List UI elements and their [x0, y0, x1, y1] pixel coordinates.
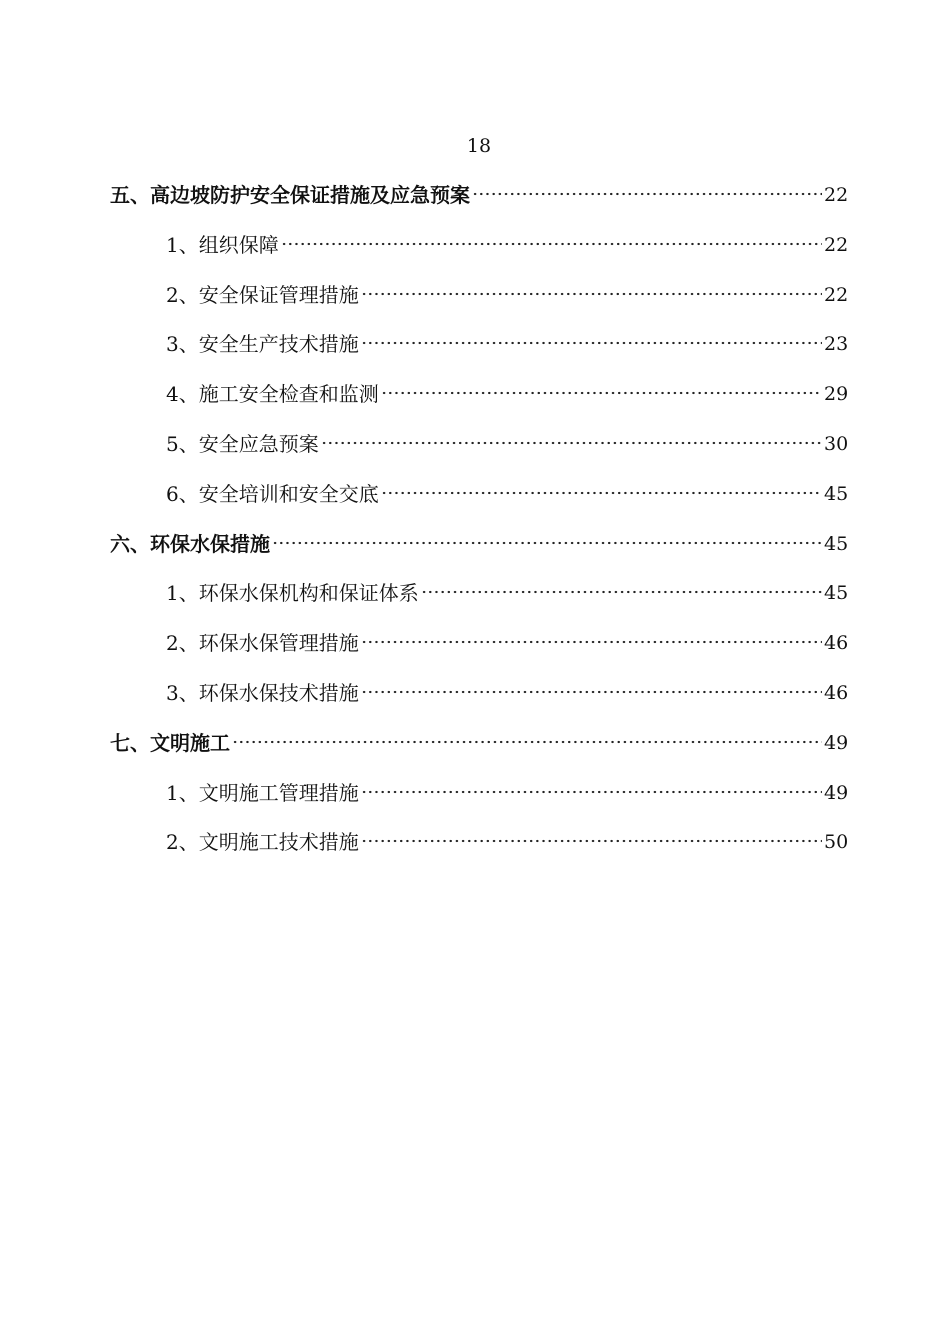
- toc-entry-title: 五、高边坡防护安全保证措施及应急预案: [110, 183, 470, 207]
- toc-entry-title: 2、环保水保管理措施: [166, 631, 359, 656]
- toc-entry-title: 2、安全保证管理措施: [166, 282, 359, 307]
- dot-leader: [361, 683, 822, 701]
- toc-entry[interactable]: [0, 828, 950, 878]
- toc-entry-page: 30: [824, 432, 849, 455]
- toc-entry[interactable]: [0, 779, 950, 829]
- toc-entry-page: 49: [824, 781, 849, 804]
- page-number: 18: [466, 135, 492, 157]
- toc-entry-title: 3、安全生产技术措施: [166, 332, 359, 357]
- toc-entry-title: 六、环保水保措施: [110, 531, 270, 556]
- toc-entry-page: 45: [824, 482, 849, 505]
- toc-entry[interactable]: [0, 679, 950, 729]
- toc-entry-title: 2、文明施工技术措施: [166, 830, 359, 855]
- toc-entry-title: 4、施工安全检查和监测: [166, 382, 379, 407]
- dot-leader: [281, 235, 822, 253]
- toc-entry-page: 22: [824, 233, 849, 256]
- toc-entry[interactable]: [0, 530, 950, 580]
- dot-leader: [361, 783, 822, 801]
- toc-entry-title: 七、文明施工: [110, 730, 230, 755]
- toc-entry[interactable]: [0, 629, 950, 679]
- toc-entry-title: 1、文明施工管理措施: [166, 780, 359, 805]
- toc-entry-page: 46: [824, 681, 849, 704]
- toc-entry[interactable]: [0, 729, 950, 779]
- dot-leader: [272, 534, 822, 552]
- toc-entry-page: 29: [824, 383, 849, 406]
- toc-entry[interactable]: [0, 281, 950, 331]
- toc-entry-page: 45: [824, 532, 849, 555]
- dot-leader: [381, 484, 822, 502]
- toc-entry[interactable]: [0, 579, 950, 629]
- toc-entry-title: 1、环保水保机构和保证体系: [166, 581, 419, 606]
- toc-entry-page: 22: [824, 184, 849, 206]
- toc-entry-title: 6、安全培训和安全交底: [166, 481, 379, 506]
- toc-entry-page: 50: [824, 831, 849, 854]
- dot-leader: [232, 733, 822, 751]
- toc-entry-page: 23: [824, 333, 849, 356]
- dot-leader: [361, 285, 822, 303]
- dot-leader: [472, 185, 822, 203]
- toc-entry-page: 45: [824, 582, 849, 605]
- dot-leader: [361, 334, 822, 352]
- toc-entry-page: 46: [824, 632, 849, 655]
- dot-leader: [361, 832, 822, 850]
- toc-entry[interactable]: [0, 330, 950, 380]
- toc-entry[interactable]: [0, 430, 950, 480]
- table-of-contents: [0, 181, 950, 878]
- toc-entry[interactable]: [0, 480, 950, 530]
- toc-entry-page: 49: [824, 731, 849, 754]
- toc-entry-page: 22: [824, 283, 849, 306]
- toc-entry[interactable]: [0, 380, 950, 430]
- toc-entry[interactable]: [0, 231, 950, 281]
- dot-leader: [381, 384, 822, 402]
- toc-entry-title: 1、组织保障: [166, 232, 279, 257]
- dot-leader: [361, 633, 822, 651]
- toc-entry-title: 3、环保水保技术措施: [166, 680, 359, 705]
- dot-leader: [321, 434, 822, 452]
- dot-leader: [421, 583, 822, 601]
- toc-entry-title: 5、安全应急预案: [166, 431, 319, 456]
- toc-entry[interactable]: [0, 181, 950, 231]
